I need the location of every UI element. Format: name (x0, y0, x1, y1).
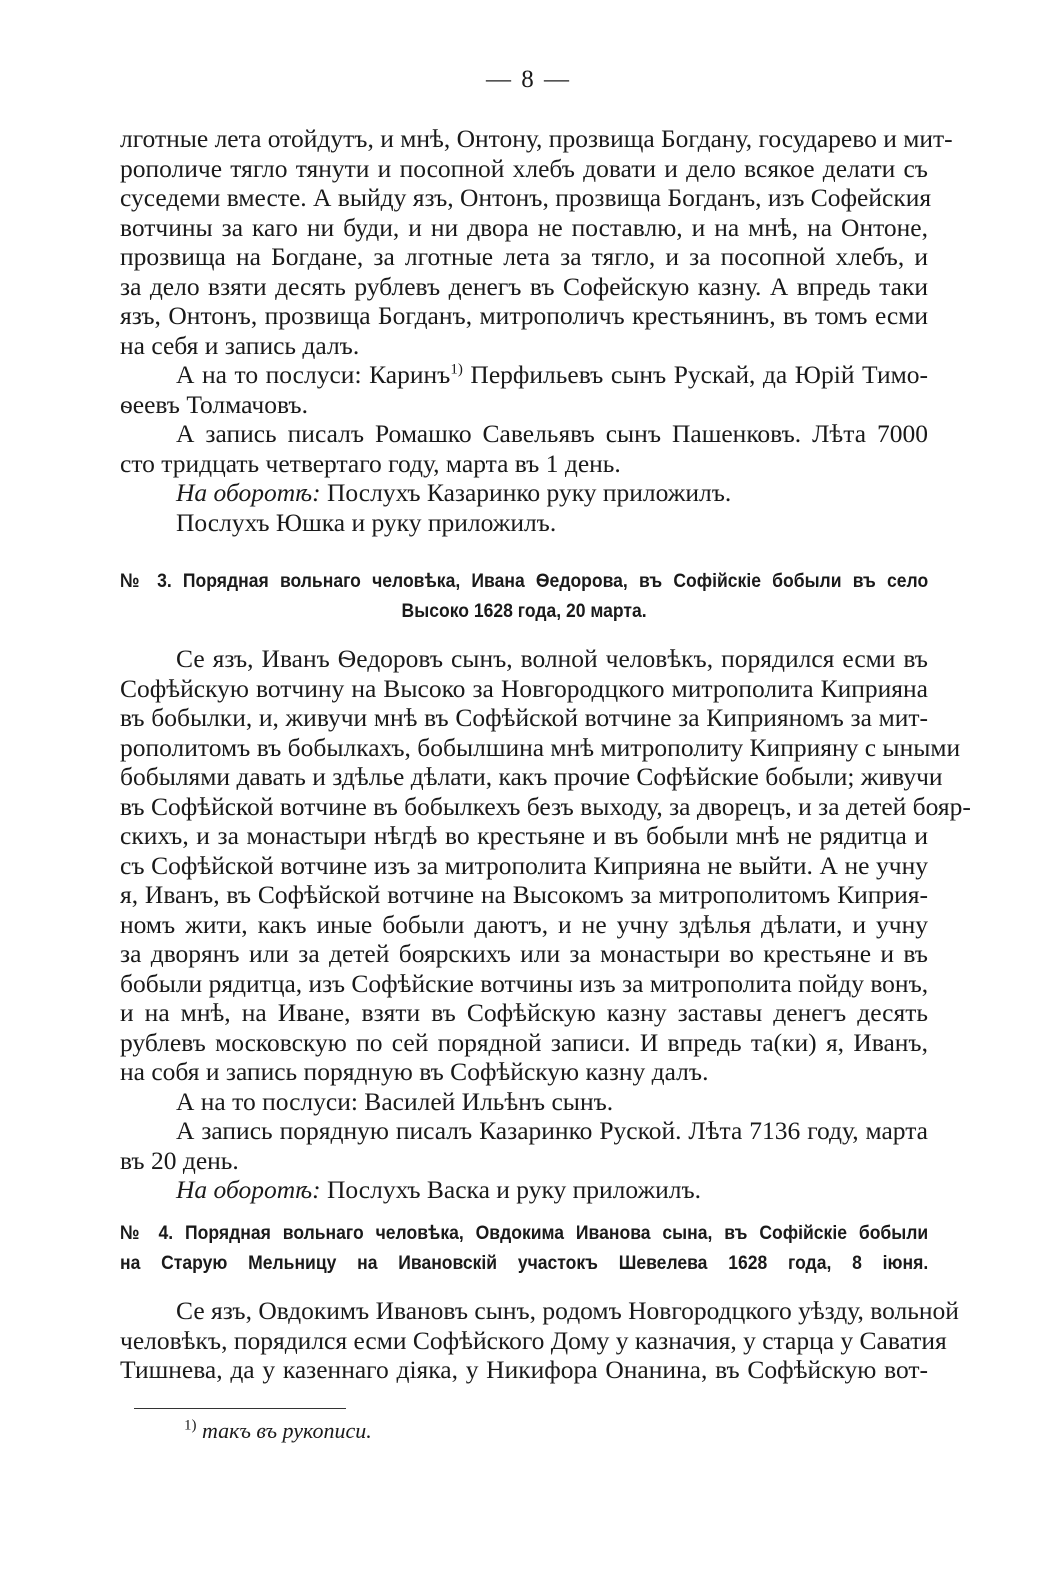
text-line: съ Софѣйской вотчине изъ за митрополита Киприяна не выйти. А не учну (120, 850, 928, 880)
reverse-note: На оборотѣ: Послухъ Казаринко руку приложилъ. (176, 478, 732, 507)
text-line: за дело взяти десять рублевъ денегъ въ Софейскую казну. А впредь таки (120, 271, 928, 301)
text-line: язъ, Онтонъ, прозвища Богданъ, митрополичъ крестьянинъ, въ томъ есми (120, 301, 928, 330)
witnesses-line: А на то послуси: Василей Ильѣнъ сынъ. (176, 1086, 614, 1116)
text-line: рублевъ московскую по сей порядной записи. И впредь та(ки) я, Иванъ, (120, 1027, 928, 1057)
witnesses-line: А на то послуси: Каринъ$^{1)}$ Перфильевъ сынъ Рускай, да Юрій Тимо- (176, 360, 929, 389)
document-4-heading (120, 1218, 928, 1278)
text-line: суседеми вместе. А выйду язъ, Онтонъ, прозвища Богданъ, изъ Софейския (120, 183, 932, 212)
document-3-heading (120, 566, 928, 626)
text-line: Се язъ, Овдокимъ Ивановъ сынъ, родомъ Новгородцкого уѣзду, вольной (176, 1296, 959, 1325)
text-line: за дворянъ или за детей боярскихъ или за монастыри во крестьяне и въ (120, 939, 928, 968)
text-line: рополиче тягло тянути и посопной хлебъ довати и дело всякое делати съ (120, 153, 928, 183)
text-line: Се язъ, Иванъ Ѳедоровъ сынъ, волной человѣкъ, порядился есми въ (176, 644, 928, 673)
scribe-line: А запись писалъ Ромашко Савельявъ сынъ Пашенковъ. Лѣта 7000 (176, 419, 928, 448)
text-line: прозвища на Богдане, за лготные лета за тягло, и за посопной хлебъ, и (120, 242, 928, 271)
document-4-body (120, 1296, 959, 1385)
text-line: рополитомъ въ бобылкахъ, бобылшина мнѣ митрополиту Киприяну с ыными (120, 732, 961, 762)
footnote-mark: 1) (184, 1417, 197, 1434)
text-line: человѣкъ, порядился есми Софѣйского Дому у казначия, у старца у Саватия (120, 1325, 947, 1355)
heading-line: Высоко 1628 года, 20 марта. (401, 600, 647, 622)
text-line: и на мнѣ, на Иване, взяти въ Софѣйскую казну заставы денегъ десять (120, 998, 928, 1027)
text-line: въ 20 день. (120, 1145, 239, 1175)
text-line: номъ жити, какъ иные бобыли даютъ, и не учну здѣлья дѣлати, и учну (120, 909, 928, 939)
text-line: Тишнева, да у казеннаго дiяка, у Никифора Онанина, въ Софѣйскую вот- (120, 1355, 928, 1384)
heading-line: на Старую Мельницу на Ивановскій участокъ Шевелева 1628 года, 8 іюня. (120, 1252, 929, 1274)
page-number: — 8 — (486, 66, 571, 93)
footnote: $^{1)}$ такъ въ рукописи. (184, 1417, 372, 1443)
text-line: на собя и запись порядную въ Софѣйскую казну далъ. (120, 1057, 709, 1086)
footnote-ref: 1) (450, 361, 463, 378)
text-line: лготные лета отойдутъ, и мнѣ, Онтону, прозвища Богдану, государево и мит- (120, 124, 953, 153)
text-line: бобыли рядитца, изъ Софѣйские вотчины изъ за митрополита пойду вонъ, (120, 968, 929, 998)
scribe-line: А запись порядную писалъ Казаринко Руской. Лѣта 7136 году, марта (176, 1116, 928, 1145)
text-line: Софѣйскую вотчину на Высоко за Новгородцкого митрополита Киприяна (120, 673, 928, 703)
text-line: бобылями давать и здѣлье дѣлати, какъ прочие Софѣйские бобыли; живучи (120, 762, 943, 791)
text-line: вотчины за каго ни буди, и ни двора не поставлю, и на мнѣ, на Онтоне, (120, 212, 928, 242)
text-line: въ Софѣйской вотчине въ бобылкехъ безъ выходу, за дворецъ, и за детей бояр- (120, 791, 971, 821)
text-line: на себя и запись далъ. (120, 330, 360, 360)
text-line: скихъ, и за монастыри нѣгдѣ во крестьяне и въ бобыли мнѣ не рядитца и (120, 821, 928, 850)
footnote-rule (134, 1408, 346, 1409)
heading-line: № 3. Порядная вольнаго человѣка, Ивана Ѳедорова, въ Софійскіе бобыли въ село (120, 570, 929, 592)
text-line: ѳеевъ Толмачовъ. (120, 389, 308, 419)
text-line: сто тридцать четвертаго году, марта въ 1 день. (120, 448, 621, 478)
heading-line: № 4. Порядная вольнаго человѣка, Овдокима Иванова сына, въ Софійскіе бобыли (120, 1222, 929, 1244)
text-line: въ бобылки, и, живучи мнѣ въ Софѣйской вотчине за Киприяномъ за мит- (120, 703, 928, 732)
reverse-note: Послухъ Юшка и руку приложилъ. (176, 507, 557, 537)
text-line: я, Иванъ, въ Софѣйской вотчине на Высокомъ за митрополитомъ Киприя- (120, 880, 928, 909)
continuation-paragraph (120, 124, 953, 537)
document-3-body (120, 644, 971, 1205)
reverse-note: На оборотѣ: Послухъ Васка и руку приложилъ. (176, 1175, 702, 1204)
